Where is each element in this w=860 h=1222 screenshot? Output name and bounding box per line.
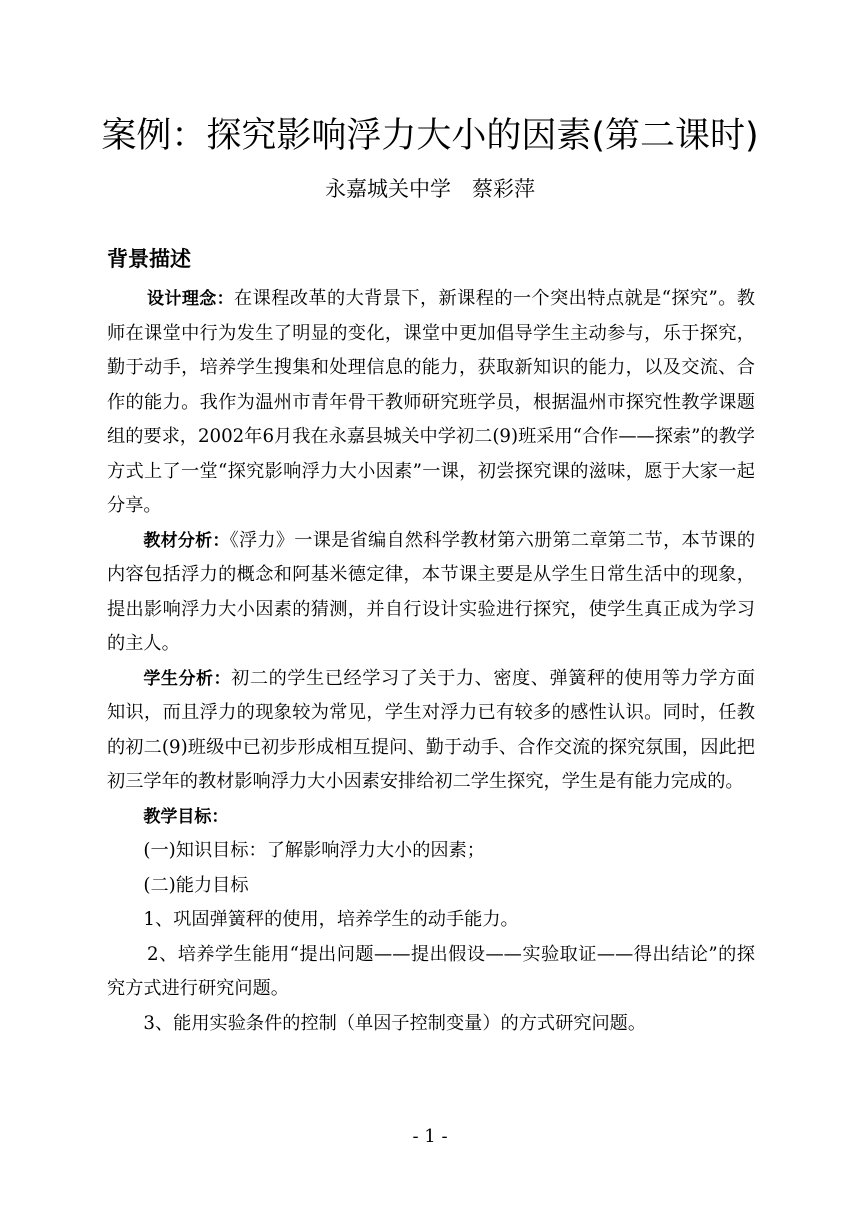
design-paragraph <box>107 282 755 524</box>
ability-goal-item-3: 3、能用实验条件的控制（单因子控制变量）的方式研究问题。 <box>143 1012 647 1034</box>
author-line: 永嘉城关中学 蔡彩萍 <box>325 177 535 201</box>
document-title: 案例：探究影响浮力大小的因素(第二课时) <box>101 116 759 156</box>
students-paragraph <box>107 662 755 800</box>
document-body <box>107 282 755 1041</box>
goals-heading <box>107 800 755 835</box>
material-label: 教材分析： <box>143 530 230 551</box>
knowledge-goal: (一)知识目标：了解影响浮力大小的因素； <box>143 840 485 861</box>
section-heading: 背景描述 <box>107 247 191 271</box>
design-label: 设计理念： <box>147 289 235 309</box>
goals-label: 教学目标： <box>143 806 229 827</box>
ability-goal-item-1: 1、巩固弹簧秤的使用，培养学生的动手能力。 <box>143 909 519 930</box>
page-number: - 1 - <box>412 1126 448 1147</box>
ability-goal-item-2: 2、培养学生能用“提出问题——提出假设——实验取证——得出结论”的探究方式进行研究问题。 <box>107 943 755 999</box>
design-text: 在课程改革的大背景下，新课程的一个突出特点就是“探究”。教师在课堂中行为发生了明显的变化，课堂中更加倡导学生主动参与，乐于探究，勤于动手，培养学生搜集和处理信息的能力，获取新知识的能力，以及交流、合作的能力。我作为温州市青年骨干教师研究班学员，根据温州市探究性教学课题组的要求，2002年6月我在永嘉县城关中学初二(9)班采用“合作——探索”的教学方式上了一堂“探究影响浮力大小因素”一课，初尝探究课的滋味，愿于大家一起分享。 <box>107 288 755 516</box>
material-text: 《浮力》一课是省编自然科学教材第六册第二章第二节，本节课的内容包括浮力的概念和阿基米德定律，本节课主要是从学生日常生活中的现象，提出影响浮力大小因素的猜测，并自行设计实验进行探究，使学生真正成为学习的主人。 <box>107 529 756 654</box>
ability-goal-heading: (二)能力目标 <box>143 874 249 896</box>
students-label: 学生分析： <box>143 668 232 689</box>
students-text: 初二的学生已经学习了关于力、密度、弹簧秤的使用等力学方面知识，而且浮力的现象较为常见，学生对浮力已有较多的感性认识。同时，任教的初二(9)班级中已初步形成相互提问、勤于动手、合作交流的探究氛围，因此把初三学年的教材影响浮力大小因素安排给初二学生探究，学生是有能力完成的。 <box>107 667 755 792</box>
material-paragraph <box>107 524 755 662</box>
